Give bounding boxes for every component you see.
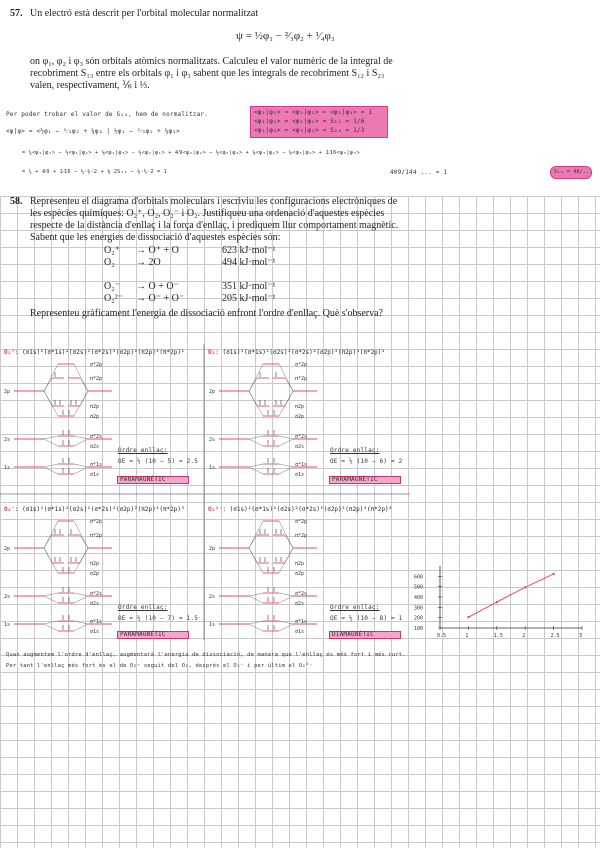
- correlation-line: [279, 436, 293, 439]
- panel-1-bond-order-title: Ordre enllaç:: [118, 447, 168, 454]
- reaction-2-lhs: O₂: [104, 257, 115, 268]
- correlation-line: [249, 596, 263, 603]
- mo-label: σ*2p: [90, 519, 103, 525]
- correlation-line: [74, 593, 88, 596]
- panel-4-title: O₂²⁻: (σ1s)²(σ*1s)²(σ2s)²(σ*2s)²(σ2p)²(π2p)⁴(π*2p)⁴: [208, 506, 393, 513]
- panel-4-magnetism: DIAMAGNÈTIC: [332, 631, 374, 638]
- reaction-1-energy: 623 kJ·mol⁻¹: [222, 245, 276, 256]
- mo-label: σ*2s: [295, 591, 308, 597]
- correlation-line: [44, 391, 58, 416]
- x-tick-label: 2: [522, 633, 526, 639]
- panel-2-magnetism: PARAMAGNÈTIC: [332, 476, 378, 483]
- problem-57-text1: on φ₁, φ₂ i φ₃ són orbitals atòmics normalitzats. Calculeu el valor numèric de la integral de: [30, 56, 393, 67]
- x-tick-label: 1.5: [493, 633, 503, 639]
- data-point: [552, 573, 554, 575]
- correlation-line: [249, 439, 263, 446]
- conclusion-line-2: Per tant l'enllaç més fort és el de O₂⁺ seguit del O₂, després el O₂⁻ i per últim el O₂²⁻: [6, 663, 313, 669]
- correlation-line: [249, 391, 263, 416]
- mo-label: π2p: [90, 561, 100, 567]
- mo-label: π2p: [90, 404, 100, 410]
- mo-label: σ*1s: [90, 619, 103, 625]
- mo-label: σ*2s: [90, 434, 103, 440]
- correlation-line: [44, 596, 58, 603]
- mo-diagram-panel-3: [0, 513, 200, 648]
- mo-label: σ2s: [90, 601, 100, 607]
- correlation-line: [74, 521, 88, 548]
- reaction-2-energy: 494 kJ·mol⁻¹: [222, 257, 276, 268]
- mo-label: σ*2p: [90, 362, 103, 368]
- ao-label-2s: 2s: [209, 594, 216, 600]
- series-line: [468, 574, 553, 617]
- hw-normalize-note: Per poder trobar el valor de S₁₃, hem de normalitzar.: [6, 111, 209, 118]
- dissociation-energy-chart: [412, 560, 588, 642]
- correlation-line: [44, 521, 58, 548]
- problem-58-number: 58.: [10, 196, 23, 207]
- correlation-line: [44, 593, 58, 596]
- correlation-line: [279, 621, 293, 624]
- mo-label: σ2p: [90, 414, 100, 420]
- panel-3-bond-order-title: Ordre enllaç:: [118, 604, 168, 611]
- hw-normalization-integral: <ψ|ψ> = <½φ₁ − ²⁄₃φ₂ + ¼φ₃ | ½φ₁ − ²⁄₃φ₂ + ¼φ₃>: [6, 128, 180, 135]
- hw-simplify: = ¼ + 4⁄9 + 1⁄16 − ⅓·⅙·2 + ⅛·2S₁₃ − ⅙·⅓·2 = 1: [22, 169, 168, 175]
- panel-1-bond-order-eq: OE = ½ (10 − 5) = 2.5: [118, 458, 199, 465]
- mo-label: σ2s: [295, 444, 305, 450]
- correlation-line: [44, 464, 58, 467]
- box-line-1: <φ₁|φ₂> = <φ₂|φ₁> = <φ₃|φ₃> = 1: [254, 109, 373, 116]
- mo-label: σ1s: [295, 472, 305, 478]
- hw-result: 409/144 ... = 1: [390, 169, 448, 176]
- mo-label: σ*2p: [295, 362, 308, 368]
- mo-diagram-panel-2: [205, 356, 405, 491]
- mo-diagram-panel-4: [205, 513, 405, 648]
- ao-label-1s: 1s: [209, 465, 216, 471]
- mo-diagram-panel-1: [0, 356, 200, 491]
- ao-label-2p: 2p: [4, 389, 11, 395]
- y-tick-label: 100: [414, 626, 424, 632]
- mo-label: π*2p: [295, 376, 308, 382]
- correlation-line: [44, 364, 58, 391]
- panel-2-bond-order-title: Ordre enllaç:: [330, 447, 380, 454]
- mo-label: π*2p: [295, 533, 308, 539]
- answer-highlight: [550, 166, 592, 179]
- problem-58-text4: Sabent que les energies de dissociació d'aquestes espècies són:: [30, 232, 281, 243]
- ao-label-2p: 2p: [209, 389, 216, 395]
- correlation-line: [249, 467, 263, 474]
- correlation-line: [74, 364, 88, 391]
- mo-label: σ*1s: [295, 462, 308, 468]
- correlation-line: [74, 439, 88, 446]
- mo-label: π*2p: [90, 533, 103, 539]
- reaction-3-rhs: → O + O⁻: [136, 281, 179, 292]
- data-point: [496, 601, 498, 603]
- y-tick-label: 600: [414, 574, 424, 581]
- correlation-line: [249, 624, 263, 631]
- x-tick-label: 0.5: [437, 633, 447, 639]
- panel-4-bond-order-title: Ordre enllaç:: [330, 604, 380, 611]
- x-tick-label: 2.5: [550, 633, 560, 639]
- reaction-1-lhs: O₂⁺: [104, 245, 120, 256]
- x-tick-label: 3: [579, 633, 583, 639]
- mo-label: σ*2s: [90, 591, 103, 597]
- reaction-4-rhs: → O⁻ + O⁻: [136, 293, 185, 304]
- correlation-line: [279, 364, 293, 391]
- y-tick-label: 200: [414, 615, 424, 622]
- problem-57-number: 57.: [10, 8, 23, 19]
- mo-label: π2p: [295, 561, 305, 567]
- problem-57-text3: valen, respectivament, ⅙ i ⅓.: [30, 80, 150, 91]
- ao-label-1s: 1s: [4, 465, 11, 471]
- correlation-line: [279, 596, 293, 603]
- correlation-line: [249, 464, 263, 467]
- panel-3-title: O₂⁻: (σ1s)²(σ*1s)²(σ2s)²(σ*2s)²(σ2p)²(π2p)⁴(π*2p)³: [4, 506, 185, 513]
- correlation-line: [279, 593, 293, 596]
- mo-label: σ2s: [295, 601, 305, 607]
- correlation-line: [249, 436, 263, 439]
- panel-2-bond-order-eq: OE = ½ (10 − 6) = 2: [330, 458, 403, 465]
- ao-label-2s: 2s: [209, 437, 216, 443]
- problem-58-question: Representeu gràficament l'energia de dissociació enfront l'ordre d'enllaç. Què s'observa?: [30, 308, 383, 319]
- correlation-line: [44, 439, 58, 446]
- conclusion-line-1: Quan augmentem l'ordre d'enllaç, augmentarà l'energia de dissociació, de manera que l'enllaç és més fort i més curt.: [6, 652, 406, 658]
- problem-58-text2: les espècies químiques: O₂⁺, O₂, O₂⁻ i O₂. Justifiqueu una ordenació d'aquestes espècies: [30, 208, 385, 219]
- mo-label: σ2p: [90, 571, 100, 577]
- correlation-line: [74, 467, 88, 474]
- answer-text: S₁₃ = 48/...: [554, 169, 593, 175]
- panel-1-title: O₂⁺: (σ1s)²(σ*1s)²(σ2s)²(σ*2s)²(σ2p)²(π2p)⁴(π*2p)¹: [4, 349, 185, 356]
- correlation-line: [249, 621, 263, 624]
- panel-2-title: O₂: (σ1s)²(σ*1s)²(σ2s)²(σ*2s)²(σ2p)²(π2p)⁴(π*2p)²: [208, 349, 386, 356]
- problem-57-text2: recobriment S₁₃ entre els orbitals φ₁ i φ₃ sabent que les integrals de recobriment S₁₂ i S₂₃: [30, 68, 385, 79]
- wavefunction: ψ = ½φ₁ − ²⁄₃φ₂ + ¹⁄₄φ₃: [236, 30, 335, 42]
- ao-label-1s: 1s: [209, 622, 216, 628]
- correlation-line: [279, 467, 293, 474]
- correlation-line: [44, 548, 58, 573]
- y-tick-label: 300: [414, 605, 424, 612]
- correlation-line: [44, 624, 58, 631]
- mo-label: σ2p: [295, 571, 305, 577]
- panel-3-magnetism: PARAMAGNÈTIC: [120, 631, 166, 638]
- problem-sheet-top: [0, 0, 600, 196]
- x-tick-label: 1: [465, 633, 469, 639]
- correlation-line: [74, 621, 88, 624]
- ao-label-2p: 2p: [4, 546, 11, 552]
- correlation-line: [74, 436, 88, 439]
- data-point: [467, 616, 469, 618]
- correlation-line: [74, 596, 88, 603]
- ao-label-2s: 2s: [4, 594, 11, 600]
- correlation-line: [249, 548, 263, 573]
- mo-label: π2p: [295, 404, 305, 410]
- correlation-line: [74, 624, 88, 631]
- hw-expansion: = ¼<φ₁|φ₁> − ⅓<φ₁|φ₂> + ⅛<φ₁|φ₃> − ⅓<φ₂|φ₁> + 4⁄9<φ₂|φ₂> − ⅙<φ₂|φ₃> + ⅛<φ₃|φ₁> − ⅙<φ₃|φ₂> + 1⁄16<φ₃|φ₃>: [22, 150, 360, 156]
- mo-label: σ1s: [90, 472, 100, 478]
- ao-label-2p: 2p: [209, 546, 216, 552]
- box-line-2: <φ₁|φ₂> = <φ₂|φ₁> = S₁₂ = 1/6: [254, 118, 365, 125]
- correlation-line: [279, 624, 293, 631]
- problem-57-intro: Un electró està descrit per l'orbital molecular normalitzat: [30, 8, 259, 19]
- panel-3-bond-order-eq: OE = ½ (10 − 7) = 1.5: [118, 615, 199, 622]
- correlation-line: [279, 439, 293, 446]
- reaction-3-energy: 351 kJ·mol⁻¹: [222, 281, 276, 292]
- correlation-line: [249, 364, 263, 391]
- mo-label: σ*2p: [295, 519, 308, 525]
- reaction-4-energy: 205 kJ·mol⁻¹: [222, 293, 276, 304]
- y-tick-label: 400: [414, 595, 424, 601]
- mo-label: π*2p: [90, 376, 103, 382]
- mo-label: σ*2s: [295, 434, 308, 440]
- ao-label-2s: 2s: [4, 437, 11, 443]
- reaction-2-rhs: → 2O: [136, 257, 161, 268]
- y-tick-label: 500: [414, 584, 424, 591]
- mo-label: σ2p: [295, 414, 305, 420]
- box-line-3: <φ₂|φ₃> = <φ₃|φ₂> = S₂₃ = 1/3: [254, 127, 365, 134]
- correlation-line: [279, 521, 293, 548]
- mo-label: σ*1s: [295, 619, 308, 625]
- panel-4-bond-order-eq: OE = ½ (10 − 8) = 1: [330, 615, 403, 622]
- panel-1-magnetism: PARAMAGNÈTIC: [120, 476, 166, 483]
- overlap-box: [250, 106, 388, 138]
- mo-label: σ1s: [295, 629, 305, 635]
- mo-label: σ1s: [90, 629, 100, 635]
- correlation-line: [279, 464, 293, 467]
- reaction-1-rhs: → O⁺ + O: [136, 245, 179, 256]
- correlation-line: [44, 436, 58, 439]
- correlation-line: [249, 593, 263, 596]
- reaction-3-lhs: O₂⁻: [104, 281, 120, 292]
- problem-58-text1: Representeu el diagrama d'orbitals moleculars i escriviu les configuracions electròniques de: [30, 196, 398, 207]
- correlation-line: [44, 467, 58, 474]
- problem-58-text3: respecte de la distància d'enllaç i la força d'enllaç, i prediquem llur comportament magnètic.: [30, 220, 399, 231]
- mo-label: σ2s: [90, 444, 100, 450]
- correlation-line: [249, 521, 263, 548]
- correlation-line: [74, 464, 88, 467]
- ao-label-1s: 1s: [4, 622, 11, 628]
- correlation-line: [44, 621, 58, 624]
- mo-label: σ*1s: [90, 462, 103, 468]
- data-point: [524, 586, 526, 588]
- reaction-4-lhs: O₂²⁻: [104, 293, 123, 304]
